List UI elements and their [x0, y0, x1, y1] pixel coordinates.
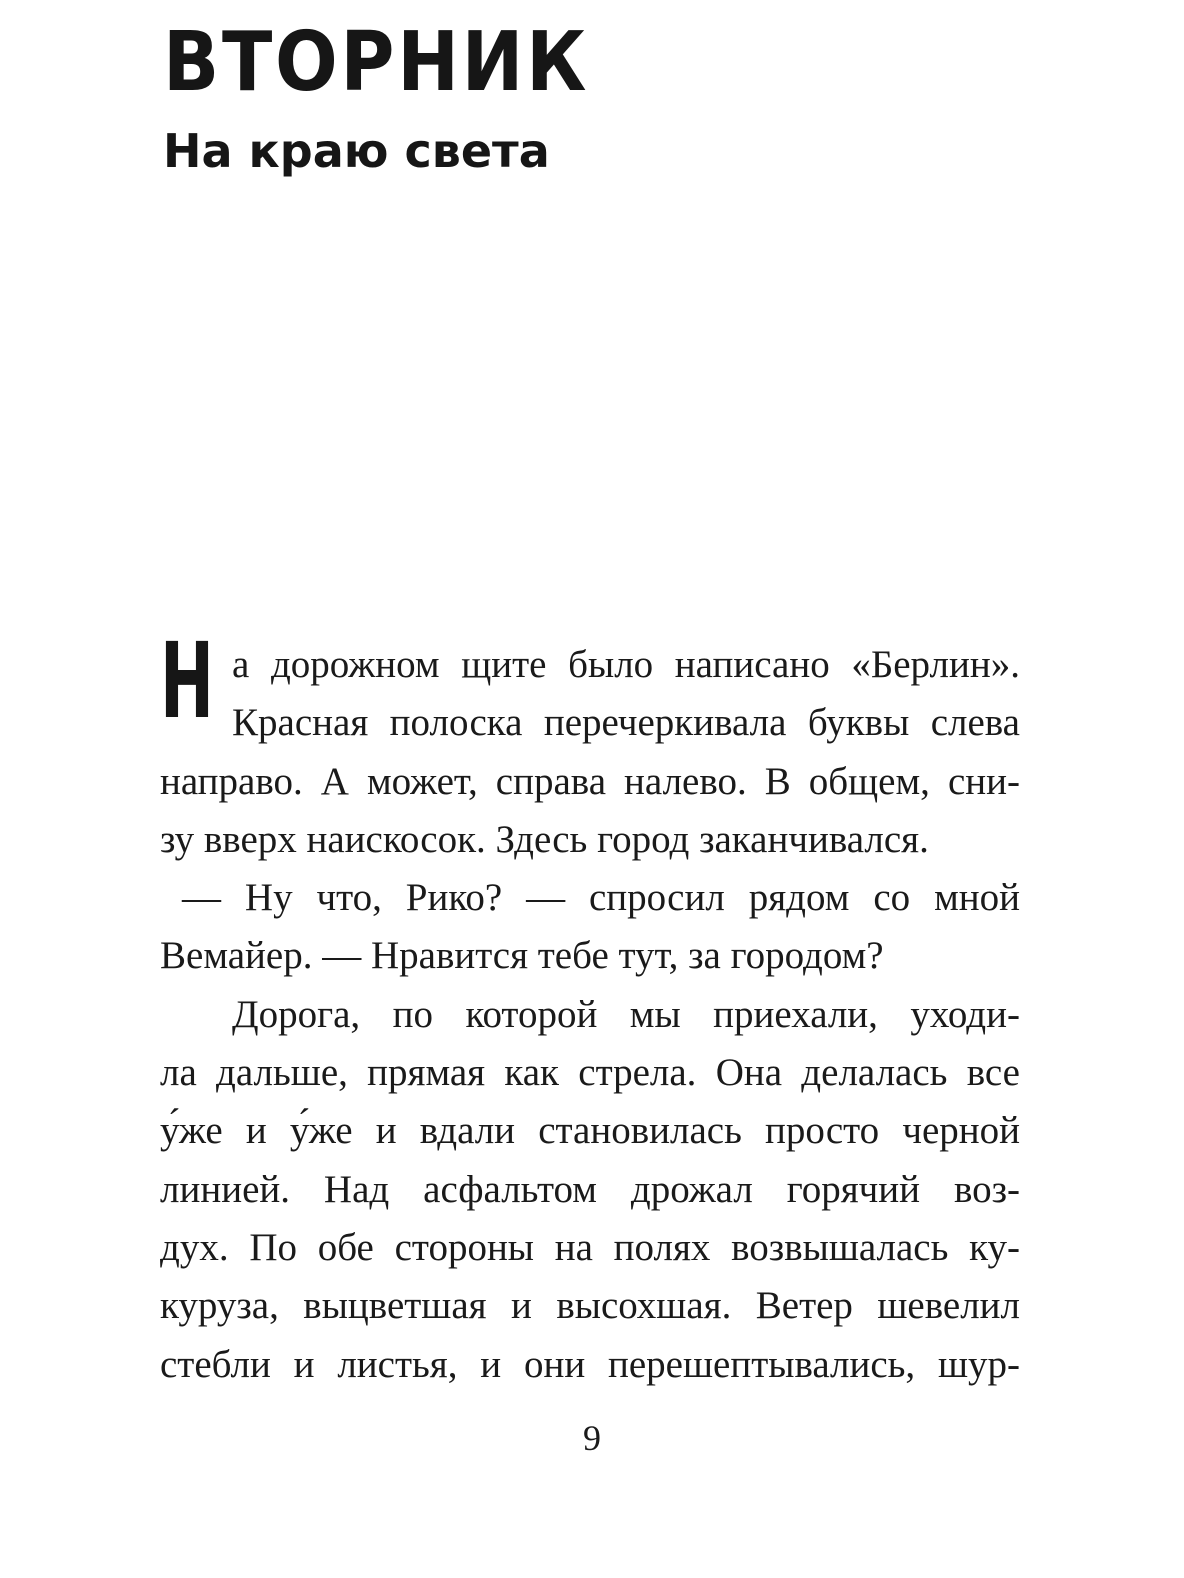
text-line: дух. По обе стороны на полях возвышалась ку- — [160, 1225, 1020, 1269]
chapter-title: ВТОРНИК — [163, 15, 590, 110]
text-line: а дорожном щите было написано «Берлин». — [232, 643, 1020, 686]
text-line: Красная полоска перечеркивала буквы слева — [232, 701, 1020, 745]
page-number: 9 — [583, 1418, 601, 1458]
chapter-subtitle: На краю света — [163, 124, 550, 178]
body-text — [160, 620, 1020, 1394]
text-line: Дорога, по которой мы приехали, уходи- — [232, 992, 1020, 1036]
text-line: ла дальше, прямая как стрела. Она делалась все — [160, 1051, 1020, 1095]
text-line: куруза, выцветшая и высохшая. Ветер шевелил — [160, 1284, 1020, 1328]
text-line: линией. Над асфальтом дрожал горячий воз- — [160, 1167, 1020, 1211]
text-line: направо. А может, справа налево. В общем, сни- — [160, 759, 1020, 803]
text-line: у́же и у́же и вдали становилась просто черной — [160, 1109, 1020, 1153]
text-line: стебли и листья, и они перешептывались, шур- — [160, 1342, 1020, 1386]
text-line: Вемайер. — Нравится тебе тут, за городом? — [160, 934, 884, 978]
text-line: зу вверх наискосок. Здесь город заканчивался. — [160, 817, 929, 861]
text-line: — Ну что, Рико? — спросил рядом со мной — [182, 876, 1020, 920]
drop-cap: Н — [160, 620, 214, 742]
